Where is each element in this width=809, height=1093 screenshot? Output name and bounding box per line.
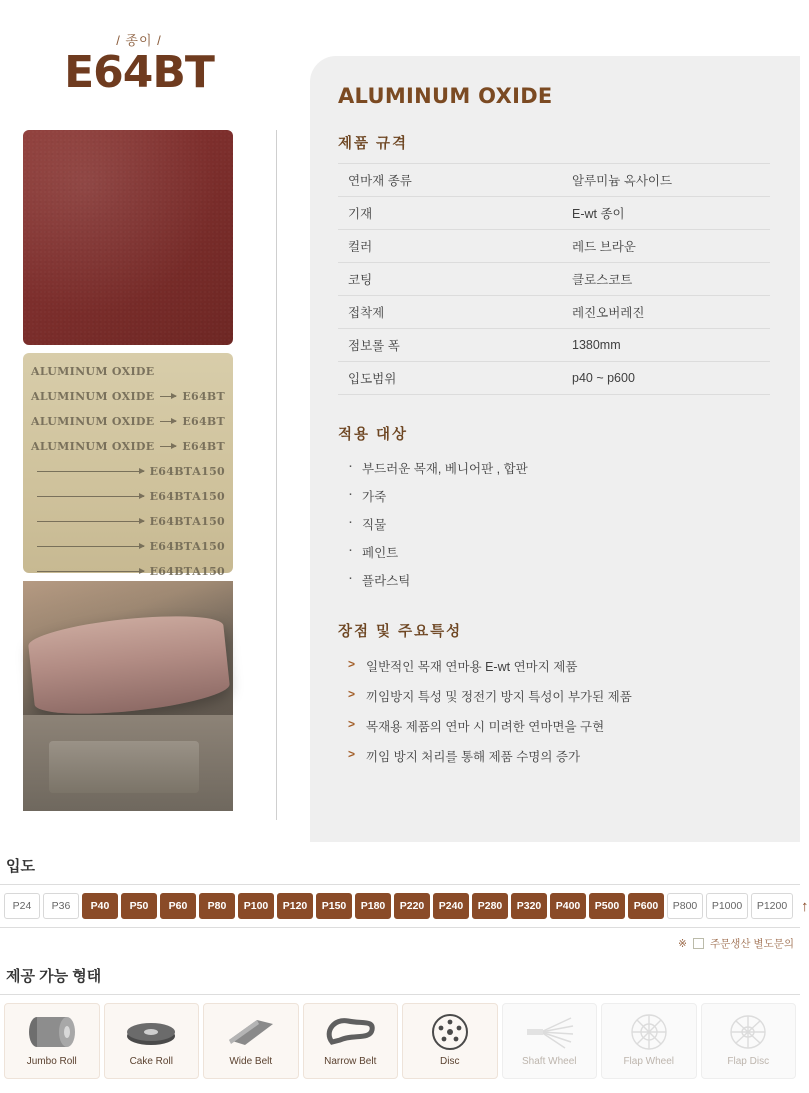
spec-value: 레드 브라운 — [560, 230, 770, 263]
backprint-grit: A150 — [192, 515, 225, 528]
backprint-header-row — [31, 359, 225, 384]
spec-label: 접착제 — [338, 296, 560, 329]
disc-icon — [428, 1010, 472, 1054]
arrow-icon — [37, 471, 144, 472]
grain-texture — [23, 130, 233, 345]
grit-chip-p280[interactable]: P280 — [472, 893, 508, 919]
backprint-code: E64BT — [182, 440, 225, 453]
list-item: · 플라스틱 — [346, 566, 770, 594]
form-label: Cake Roll — [129, 1056, 173, 1067]
arrow-icon — [37, 496, 144, 497]
form-card-narrow-belt[interactable] — [303, 1003, 399, 1079]
list-item: · 페인트 — [346, 538, 770, 566]
spec-label: 코팅 — [338, 263, 560, 296]
form-card-wide-belt[interactable] — [203, 1003, 299, 1079]
backprint-code: E64BT — [149, 490, 193, 503]
backprint-area — [23, 353, 233, 578]
backprint-grit: A150 — [192, 565, 225, 578]
grit-chip-p50[interactable]: P50 — [121, 893, 157, 919]
grit-chip-p240[interactable]: P240 — [433, 893, 469, 919]
arrow-icon — [37, 571, 144, 572]
brand-title: E64BT — [64, 47, 214, 98]
brand-subtitle: / 종이 / — [116, 33, 162, 48]
backprint-code: E64BT — [149, 465, 193, 478]
spec-table — [338, 163, 770, 395]
spec-label: 입도범위 — [338, 362, 560, 395]
form-label: Flap Disc — [727, 1056, 770, 1067]
list-item: · 부드러운 목재, 베니어판 , 합판 — [346, 454, 770, 482]
forms-grid — [0, 994, 800, 1079]
arrow-icon — [37, 521, 144, 522]
product-surface-photo — [23, 130, 233, 345]
spec-label: 연마재 종류 — [338, 164, 560, 197]
backprint-row — [31, 484, 225, 509]
table-row — [338, 263, 770, 296]
table-row — [338, 164, 770, 197]
narrow-belt-icon — [322, 1010, 378, 1054]
backprint-material: ALUMINUM OXIDE — [31, 415, 155, 428]
grit-chip-p40[interactable]: P40 — [82, 893, 118, 919]
spec-label: 점보롤 폭 — [338, 329, 560, 362]
product-backing-photo — [23, 353, 233, 578]
form-card-cake-roll[interactable] — [104, 1003, 200, 1079]
backprint-row — [31, 409, 225, 434]
forms-section-label: 제공 가능 형태 — [6, 968, 102, 985]
arrow-icon — [160, 396, 176, 397]
wide-belt-icon — [223, 1010, 279, 1054]
spec-value: 레진오버레진 — [560, 296, 770, 329]
backprint-material: ALUMINUM OXIDE — [31, 390, 155, 403]
note-text: 주문생산 별도문의 — [709, 938, 794, 950]
arrow-icon — [37, 546, 144, 547]
grit-chip-p180[interactable]: P180 — [355, 893, 391, 919]
backprint-row — [31, 459, 225, 484]
backprint-grit: A150 — [192, 490, 225, 503]
list-item: > 목재용 제품의 연마 시 미려한 연마면을 구현 — [346, 711, 770, 741]
flap-wheel-icon — [626, 1010, 672, 1054]
grit-chip-p60[interactable]: P60 — [160, 893, 196, 919]
grit-chip-p1000[interactable]: P1000 — [706, 893, 748, 919]
backprint-row — [31, 509, 225, 534]
spec-heading: 제품 규격 — [338, 136, 409, 152]
application-heading: 적용 대상 — [338, 427, 409, 443]
grit-list — [0, 893, 793, 919]
form-label: Flap Wheel — [623, 1056, 675, 1067]
grit-chip-p150[interactable]: P150 — [316, 893, 352, 919]
note-swatch-icon — [693, 938, 704, 949]
table-row — [338, 329, 770, 362]
list-item: · 가죽 — [346, 482, 770, 510]
backprint-row — [31, 434, 225, 459]
grit-chip-p36[interactable]: P36 — [43, 893, 79, 919]
vertical-divider — [276, 130, 277, 820]
backprint-material: ALUMINUM OXIDE — [31, 440, 155, 453]
cake-roll-icon — [123, 1010, 179, 1054]
list-item: > 일반적인 목재 연마용 E-wt 연마지 제품 — [346, 651, 770, 681]
list-item: · 직물 — [346, 510, 770, 538]
spec-value: 클로스코트 — [560, 263, 770, 296]
backprint-code: E64BT — [149, 565, 193, 578]
backprint-code: E64BT — [182, 390, 225, 403]
backprint-code: E64BT — [182, 415, 225, 428]
form-card-flap-disc[interactable] — [701, 1003, 797, 1079]
grit-chip-p24[interactable]: P24 — [4, 893, 40, 919]
spec-value: 1380mm — [560, 329, 770, 362]
grit-section — [0, 855, 809, 951]
application-list — [338, 454, 770, 594]
features-heading: 장점 및 주요특성 — [338, 624, 463, 640]
panel-title: ALUMINUM OXIDE — [338, 84, 553, 108]
grit-chip-p80[interactable]: P80 — [199, 893, 235, 919]
list-item: > 끼임방지 특성 및 정전기 방지 특성이 부가된 제품 — [346, 681, 770, 711]
spec-value: p40 ~ p600 — [560, 362, 770, 395]
backprint-material: ALUMINUM OXIDE — [31, 365, 155, 378]
form-card-jumbo-roll[interactable] — [4, 1003, 100, 1079]
form-label: Disc — [440, 1056, 460, 1067]
jumbo-roll-icon — [24, 1010, 80, 1054]
spec-value: E-wt 종이 — [560, 197, 770, 230]
arrow-icon — [160, 446, 176, 447]
table-row — [338, 362, 770, 395]
product-info-panel — [310, 56, 800, 842]
table-row — [338, 230, 770, 263]
list-item: > 끼임 방지 처리를 통해 제품 수명의 증가 — [346, 741, 770, 771]
brand-block — [0, 0, 278, 98]
grit-section-label: 입도 — [6, 858, 35, 875]
backprint-code: E64BT — [149, 540, 193, 553]
form-label: Narrow Belt — [324, 1056, 377, 1067]
forms-section — [0, 965, 800, 1079]
grit-bar — [0, 884, 809, 928]
form-label: Wide Belt — [229, 1056, 273, 1067]
form-card-shaft-wheel[interactable] — [502, 1003, 598, 1079]
backprint-row — [31, 384, 225, 409]
note-mark-icon: ※ — [678, 937, 687, 950]
shaft-wheel-icon — [521, 1010, 577, 1054]
grit-chip-p1200[interactable]: P1200 — [751, 893, 793, 919]
table-row — [338, 197, 770, 230]
spec-value: 알루미늄 옥사이드 — [560, 164, 770, 197]
machine-plate — [49, 741, 199, 793]
grit-chip-p100[interactable]: P100 — [238, 893, 274, 919]
grit-chip-p600[interactable]: P600 — [628, 893, 664, 919]
grit-chip-p800[interactable]: P800 — [667, 893, 703, 919]
application-photo — [23, 581, 233, 811]
form-card-disc[interactable] — [402, 1003, 498, 1079]
grit-chip-p120[interactable]: P120 — [277, 893, 313, 919]
backprint-row — [31, 534, 225, 559]
spec-label: 컬러 — [338, 230, 560, 263]
grit-chip-p220[interactable]: P220 — [394, 893, 430, 919]
table-row — [338, 296, 770, 329]
grit-chip-p500[interactable]: P500 — [589, 893, 625, 919]
backprint-code: E64BT — [149, 515, 193, 528]
form-card-flap-wheel[interactable] — [601, 1003, 697, 1079]
product-left-column — [0, 0, 278, 845]
belt-roll — [27, 609, 232, 721]
form-label: Shaft Wheel — [522, 1056, 577, 1067]
grit-note — [0, 928, 800, 951]
grit-chip-p320[interactable]: P320 — [511, 893, 547, 919]
backprint-grit: A150 — [192, 465, 225, 478]
grit-chip-p400[interactable]: P400 — [550, 893, 586, 919]
arrow-icon — [160, 421, 176, 422]
spec-label: 기재 — [338, 197, 560, 230]
backprint-grit: A150 — [192, 540, 225, 553]
scroll-up-icon[interactable]: ↑ — [801, 897, 809, 915]
features-list — [338, 651, 770, 771]
belt-machine-illustration — [23, 581, 233, 811]
flap-disc-icon — [725, 1010, 771, 1054]
form-label: Jumbo Roll — [26, 1056, 77, 1067]
